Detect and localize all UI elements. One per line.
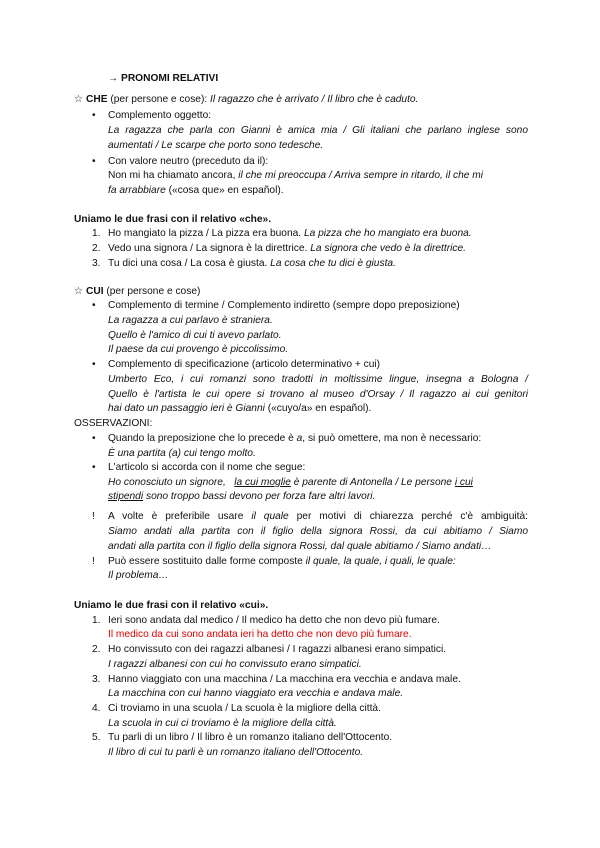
obs-text: Quando la preposizione che lo precede è	[108, 433, 294, 444]
list-item	[108, 258, 396, 270]
exercise-answer: I ragazzi albanesi con cui ho convissuto erano simpatici.	[108, 659, 362, 670]
exercise-answer: La scuola in cui ci troviamo è la migliore della città.	[108, 718, 337, 729]
che-intro: (per persone e cose):	[110, 94, 208, 105]
cui-intro: (per persone e cose)	[106, 286, 201, 297]
observation-3-example: Siamo andati alla partita con il figlio della signora Rossi, da cui abitiamo / Siamo	[108, 526, 528, 537]
star-icon: ☆	[74, 286, 84, 297]
che-intro-example: Il ragazzo che è arrivato / Il libro che è caduto.	[210, 94, 419, 105]
che-bullet1-label: Complemento oggetto:	[108, 110, 212, 121]
che-bullet2-example	[108, 170, 483, 182]
cui-bullet2-text: («cuyo/a» en español).	[267, 403, 372, 414]
bullet-icon: •	[92, 300, 96, 311]
obs-text: per motivi di chiarezza perché c'è ambiguità:	[296, 511, 528, 522]
exercise-che-heading: Uniamo le due frasi con il relativo «che».	[74, 214, 272, 225]
bullet-icon: •	[92, 359, 96, 370]
cui-bullet2-example: Umberto Eco, i cui romanzi sono tradotti in moltissime lingue, insegna a Bologna /	[108, 374, 528, 385]
obs-italic: il quale, la quale, i quali, le quale:	[305, 556, 456, 567]
exercise-cui-heading: Uniamo le due frasi con il relativo «cui».	[74, 600, 269, 611]
che-heading-line	[74, 94, 418, 106]
exercise-answer: La macchina con cui hanno viaggiato era vecchia e andava male.	[108, 688, 404, 699]
obs-underlined: la cui moglie	[234, 477, 291, 488]
observation-3	[108, 511, 528, 523]
exercise-text: Ho mangiato la pizza / La pizza era buona.	[108, 228, 302, 239]
obs-italic: è parente di Antonella / Le persone	[293, 477, 452, 488]
exercise-text: Tu parli di un libro / Il libro è un romanzo italiano dell'Ottocento.	[108, 732, 393, 743]
exclamation-icon: !	[92, 511, 95, 522]
che-bullet2-text: Non mi ha chiamato ancora,	[108, 170, 236, 181]
observation-2: L'articolo si accorda con il nome che segue:	[108, 462, 306, 473]
exercise-answer: Il medico da cui sono andata ieri ha detto che non devo più fumare.	[108, 629, 412, 640]
obs-text: A volte è preferibile usare	[108, 511, 244, 522]
bullet-icon: •	[92, 433, 96, 444]
che-bullet2-italic: fa arrabbiare	[108, 185, 166, 196]
exclamation-icon: !	[92, 556, 95, 567]
che-bullet2-text: («cosa que» en español).	[168, 185, 284, 196]
list-item-number: 3.	[92, 674, 101, 685]
cui-bullet2-example	[108, 403, 371, 415]
exercise-text: Vedo una signora / La signora è la direttrice.	[108, 243, 308, 254]
page-title: → PRONOMI RELATIVI	[108, 73, 219, 84]
obs-underlined: i cui	[454, 477, 473, 488]
observation-4	[108, 556, 456, 568]
list-item-number: 4.	[92, 703, 101, 714]
observation-2-example	[108, 491, 375, 503]
cui-bullet1-example: Il paese da cui provengo è piccolissimo.	[108, 344, 289, 355]
cui-bullet1-example: La ragazza a cui parlavo è straniera.	[108, 315, 273, 326]
observation-1-example: È una partita (a) cui tengo molto.	[108, 448, 256, 459]
list-item-number: 5.	[92, 732, 101, 743]
exercise-text: Hanno viaggiato con una macchina / La macchina era vecchia e andava male.	[108, 674, 461, 685]
exercise-text: Ho convissuto con dei ragazzi albanesi / I ragazzi albanesi erano simpatici.	[108, 644, 447, 655]
cui-heading: CUI	[85, 286, 104, 297]
list-item-number: 1.	[92, 228, 101, 239]
obs-text: Può essere sostituito dalle forme composte	[108, 556, 303, 567]
bullet-icon: •	[92, 110, 96, 121]
list-item-number: 3.	[92, 258, 101, 269]
bullet-icon: •	[92, 156, 96, 167]
bullet-icon: •	[92, 462, 96, 473]
cui-bullet1-label: Complemento di termine / Complemento indiretto (sempre dopo preposizione)	[108, 300, 460, 311]
list-item-number: 1.	[92, 615, 101, 626]
cui-bullet2-example: Quello è l'artista le cui opere si trovano al museo d'Orsay / Il ragazzo ai cui genitori	[108, 389, 528, 400]
exercise-answer: La signora che vedo è la direttrice.	[310, 243, 466, 254]
observation-1	[108, 433, 481, 445]
che-bullet1-example: aumentati / Le scarpe che porto sono tedesche.	[108, 140, 324, 151]
cui-bullet2-label: Complemento di specificazione (articolo determinativo + cui)	[108, 359, 381, 370]
obs-italic: sono troppo bassi devono per forza fare altri lavori.	[145, 491, 376, 502]
observations-heading: OSSERVAZIONI:	[74, 418, 153, 429]
exercise-answer: Il libro di cui tu parli è un romanzo italiano dell'Ottocento.	[108, 747, 364, 758]
star-icon: ☆	[74, 94, 84, 105]
exercise-answer: La cosa che tu dici è giusta.	[270, 258, 396, 269]
list-item	[108, 228, 472, 240]
che-bullet1-example: La ragazza che parla con Gianni è amica mia / Gli italiani che parlano inglese sono	[108, 125, 528, 136]
che-bullet2-example	[108, 185, 284, 197]
cui-bullet2-italic: hai dato un passaggio ieri è Gianni	[108, 403, 265, 414]
obs-underlined: stipendi	[108, 491, 144, 502]
cui-heading-line	[74, 286, 200, 298]
exercise-answer: La pizza che ho mangiato era buona.	[303, 228, 472, 239]
che-bullet2-label: Con valore neutro (preceduto da il):	[108, 156, 269, 167]
observation-2-example	[108, 477, 473, 489]
cui-bullet1-example: Quello è l'amico di cui ti avevo parlato.	[108, 330, 282, 341]
list-item-number: 2.	[92, 644, 101, 655]
exercise-text: Ci troviamo in una scuola / La scuola è la migliore della città.	[108, 703, 381, 714]
obs-italic: Ho conosciuto un signore,	[108, 477, 226, 488]
obs-italic: il quale	[251, 511, 289, 522]
obs-text: , si può omettere, ma non è necessario:	[302, 433, 482, 444]
list-item	[108, 243, 466, 255]
exercise-text: Ieri sono andata dal medico / Il medico ha detto che non devo più fumare.	[108, 615, 440, 626]
che-heading: CHE	[85, 94, 108, 105]
observation-4-example: Il problema…	[108, 570, 169, 581]
che-bullet2-italic: il che mi preoccupa / Arriva sempre in ritardo, il che mi	[238, 170, 484, 181]
exercise-text: Tu dici una cosa / La cosa è giusta.	[108, 258, 268, 269]
observation-3-example: andati alla partita con il figlio della signora Rossi, dal quale abitiamo / Siamo andati…	[108, 541, 492, 552]
list-item-number: 2.	[92, 243, 101, 254]
obs-italic: a	[296, 433, 303, 444]
